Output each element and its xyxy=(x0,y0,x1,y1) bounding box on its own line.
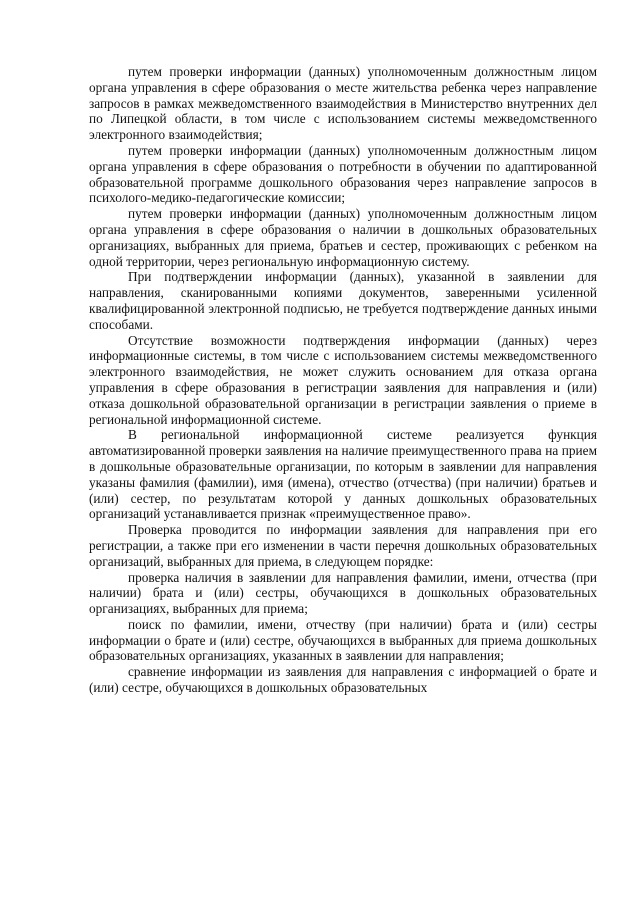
paragraph-address-check: путем проверки информации (данных) уполномоченным должностным лицом органа управления в сфере образования о месте жительства ребенка через направление запросов в рамках межведомственного взаимодействия в Министерство внутренних дел по Липецкой области, в том числе с использованием системы межведомственного электронного взаимодействия; xyxy=(89,64,597,143)
paragraph-step-presence: проверка наличия в заявлении для направления фамилии, имени, отчества (при наличии) брата и (или) сестры, обучающихся в дошкольных образовательных организациях, выбранных для приема; xyxy=(89,569,597,617)
paragraph-scanned-copies: При подтверждении информации (данных), указанной в заявлении для направления, сканированными копиями документов, заверенными усиленной квалифицированной электронной подписью, не требуется подтверждение данных иными способами. xyxy=(89,269,597,332)
paragraph-siblings-check: путем проверки информации (данных) уполномоченным должностным лицом органа управления в сфере образования о наличии в дошкольных образовательных организациях, выбранных для приема, братьев и сестер, проживающих с ребенком на одной территории, через региональную информационную систему. xyxy=(89,206,597,269)
paragraph-no-refusal: Отсутствие возможности подтверждения информации (данных) через информационные системы, в том числе с использованием системы межведомственного электронного взаимодействия, не может служить основанием для отказа органа управления в сфере образования в регистрации заявления для направления и (или) отказа дошкольной образовательной организации в регистрации заявления о приеме в региональной информационной системе. xyxy=(89,332,597,427)
paragraph-step-search: поиск по фамилии, имени, отчеству (при наличии) брата и (или) сестры информации о брате и (или) сестре, обучающихся в выбранных для приема дошкольных образовательных организациях, указанных в заявлении для направления; xyxy=(89,616,597,664)
paragraph-step-compare: сравнение информации из заявления для направления с информацией о брате и (или) сестре, обучающихся в дошкольных образовательных xyxy=(89,664,597,696)
document-page xyxy=(89,64,597,696)
paragraph-check-procedure: Проверка проводится по информации заявления для направления при его регистрации, а также при его изменении в части перечня дошкольных образовательных организаций, выбранных для приема, в следующем порядке: xyxy=(89,522,597,569)
paragraph-adapted-program-check: путем проверки информации (данных) уполномоченным должностным лицом органа управления в сфере образования о потребности в обучении по адаптированной образовательной программе дошкольного образования через направление запросов в психолого-медико-педагогические комиссии; xyxy=(89,142,597,206)
paragraph-automated-check: В региональной информационной системе реализуется функция автоматизированной проверки заявления на наличие преимущественного права на прием в дошкольные образовательные организации, по которым в заявлении для направления указаны фамилия (фамилии), имя (имена), отчество (отчества) (при наличии) братьев и (или) сестер, по результатам которой у данных дошкольных образовательных организаций устанавливается признак «преимущественное право». xyxy=(89,427,597,522)
